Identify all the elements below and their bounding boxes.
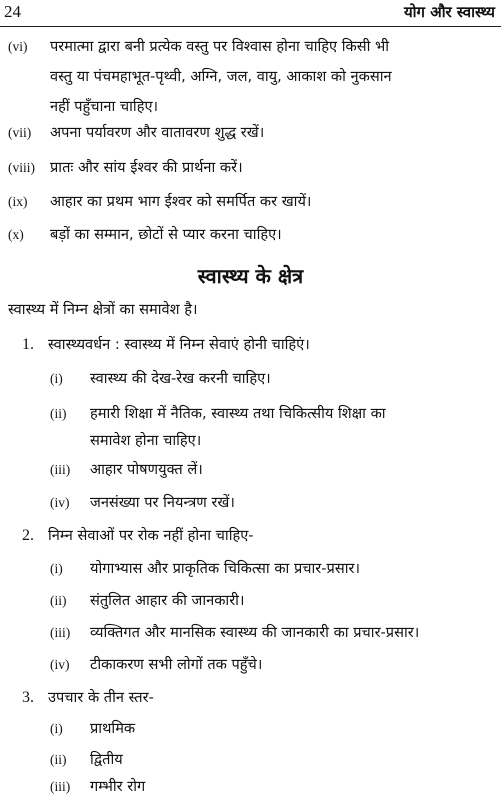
sub-item-line: आहार पोषणयुक्त लें। [90, 461, 203, 478]
sub-marker: (i) [50, 721, 63, 736]
sub-item-line: व्यक्तिगत और मानसिक स्वास्थ्य की जानकारी का प्रचार-प्रसार। [90, 624, 420, 641]
item-number: 3. [22, 689, 34, 706]
list-marker: (ix) [8, 194, 28, 209]
list-item-line: प्रातः और सांय ईश्वर की प्रार्थना करें। [50, 159, 243, 176]
sub-marker: (iii) [50, 625, 71, 640]
list-marker: (vi) [8, 39, 28, 54]
sub-item-line: स्वास्थ्य की देख-रेख करनी चाहिए। [90, 370, 271, 387]
sub-marker: (ii) [50, 752, 67, 767]
list-marker: (vii) [8, 125, 32, 140]
list-item-line: परमात्मा द्वारा बनी प्रत्येक वस्तु पर विश्वास होना चाहिए किसी भी [50, 38, 390, 55]
sub-marker: (i) [50, 561, 63, 576]
sub-marker: (iv) [50, 657, 70, 672]
sub-marker: (iii) [50, 779, 71, 794]
sub-item-line: समावेश होना चाहिए। [90, 432, 202, 449]
sub-item-line: गम्भीर रोग [90, 778, 146, 795]
list-item-line: अपना पर्यावरण और वातावरण शुद्ध रखें। [50, 124, 265, 141]
sub-marker: (i) [50, 371, 63, 386]
list-item-line: वस्तु या पंचमहाभूत-पृथ्वी, अग्नि, जल, वायु, आकाश को नुकसान [50, 68, 392, 85]
section-heading: स्वास्थ्य के क्षेत्र [197, 264, 304, 288]
item-number: 1. [22, 336, 34, 353]
list-marker: (viii) [8, 160, 35, 175]
sub-item-line: द्वितीय [90, 751, 123, 768]
running-title: योग और स्वास्थ्य [403, 3, 495, 21]
sub-marker: (iii) [50, 462, 71, 477]
list-item-line: नहीं पहुँचाना चाहिए। [50, 98, 159, 115]
sub-marker: (ii) [50, 593, 67, 608]
sub-item-line: योगाभ्यास और प्राकृतिक चिकित्सा का प्रचार-प्रसार। [90, 560, 360, 577]
item-text: स्वास्थ्यवर्धन : स्वास्थ्य में निम्न सेवाएं होनी चाहिएं। [48, 336, 310, 353]
sub-item-line: हमारी शिक्षा में नैतिक, स्वास्थ्य तथा चिकित्सीय शिक्षा का [90, 405, 386, 422]
sub-item-line: टीकाकरण सभी लोगों तक पहुँचे। [90, 656, 263, 673]
sub-item-line: जनसंख्या पर नियन्त्रण रखें। [90, 494, 235, 511]
page-header [0, 0, 501, 27]
sub-item-line: प्राथमिक [90, 720, 136, 737]
list-item-line: बड़ों का सम्मान, छोटों से प्यार करना चाहिए। [50, 226, 282, 243]
sub-marker: (ii) [50, 406, 67, 421]
section-intro: स्वास्थ्य में निम्न क्षेत्रों का समावेश है। [8, 301, 198, 318]
page-number: 24 [4, 2, 21, 21]
item-text: निम्न सेवाओं पर रोक नहीं होना चाहिए- [48, 527, 254, 544]
item-text: उपचार के तीन स्तर- [48, 689, 154, 706]
list-item-line: आहार का प्रथम भाग ईश्वर को समर्पित कर खायें। [50, 193, 312, 210]
list-marker: (x) [8, 227, 24, 242]
sub-item-line: संतुलित आहार की जानकारी। [90, 592, 245, 609]
sub-marker: (iv) [50, 495, 70, 510]
item-number: 2. [22, 527, 34, 544]
